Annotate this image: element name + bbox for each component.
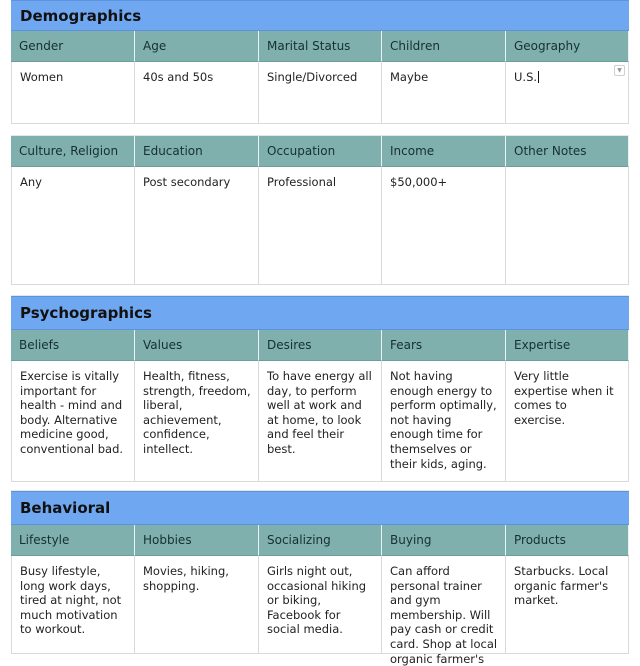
section-title: Psychographics [20,304,152,322]
cell-income[interactable]: $50,000+ [382,167,506,285]
cell-desires[interactable]: To have energy all day, to perform well at work and at home, to look and feel their best. [259,361,382,482]
column-header-education: Education [135,136,259,167]
column-header-occupation: Occupation [259,136,382,167]
column-header-culture-religion: Culture, Religion [11,136,135,167]
demographics-table-2 [11,136,629,285]
section-header-behavioral [11,491,629,525]
column-header-socializing: Socializing [259,525,382,556]
cell-marital-status[interactable]: Single/Divorced [259,62,382,124]
column-header-geography: Geography [506,31,629,62]
column-header-other-notes: Other Notes [506,136,629,167]
cell-values[interactable]: Health, fitness, strength, freedom, liberal, achievement, confidence, intellect. [135,361,259,482]
cell-buying[interactable]: Can afford personal trainer and gym membership. Will pay cash or credit card. Shop at local organic farmer's [382,556,506,654]
cell-culture-religion[interactable]: Any [11,167,135,285]
behavioral-table [11,525,629,666]
cell-socializing[interactable]: Girls night out, occasional hiking or biking, Facebook for social media. [259,556,382,654]
cell-age[interactable]: 40s and 50s [135,62,259,124]
spacer-row [11,482,629,491]
column-header-beliefs: Beliefs [11,330,135,361]
psychographics-table [11,330,629,482]
cell-expertise[interactable]: Very little expertise when it comes to exercise. [506,361,629,482]
column-header-desires: Desires [259,330,382,361]
spacer-row [11,124,629,136]
column-header-hobbies: Hobbies [135,525,259,556]
dropdown-arrow-icon[interactable]: ▼ [614,65,625,76]
cell-fears[interactable]: Not having enough energy to perform optimally, not having enough time for themselves or their kids, aging. [382,361,506,482]
cell-education[interactable]: Post secondary [135,167,259,285]
text-cursor [538,71,539,83]
cell-hobbies[interactable]: Movies, hiking, shopping. [135,556,259,654]
column-header-age: Age [135,31,259,62]
column-header-marital-status: Marital Status [259,31,382,62]
cell-geography[interactable] [506,62,629,124]
cell-children[interactable]: Maybe [382,62,506,124]
column-header-lifestyle: Lifestyle [11,525,135,556]
column-header-children: Children [382,31,506,62]
column-header-expertise: Expertise [506,330,629,361]
column-header-fears: Fears [382,330,506,361]
column-header-values: Values [135,330,259,361]
cell-gender[interactable]: Women [11,62,135,124]
section-title: Behavioral [20,499,111,517]
column-header-gender: Gender [11,31,135,62]
column-header-products: Products [506,525,629,556]
section-header-demographics [11,0,629,31]
cell-geography-value: U.S. [514,70,538,84]
cell-products[interactable]: Starbucks. Local organic farmer's market. [506,556,629,654]
spacer-row [11,285,629,296]
column-header-buying: Buying [382,525,506,556]
column-header-income: Income [382,136,506,167]
section-title: Demographics [20,6,142,25]
cell-beliefs[interactable]: Exercise is vitally important for health - mind and body. Alternative medicine good, conventional bad. [11,361,135,482]
demographics-table-1 [11,31,629,124]
cell-occupation[interactable]: Professional [259,167,382,285]
cell-other-notes[interactable] [506,167,629,285]
section-header-psychographics [11,296,629,330]
cell-lifestyle[interactable]: Busy lifestyle, long work days, tired at night, not much motivation to workout. [11,556,135,654]
